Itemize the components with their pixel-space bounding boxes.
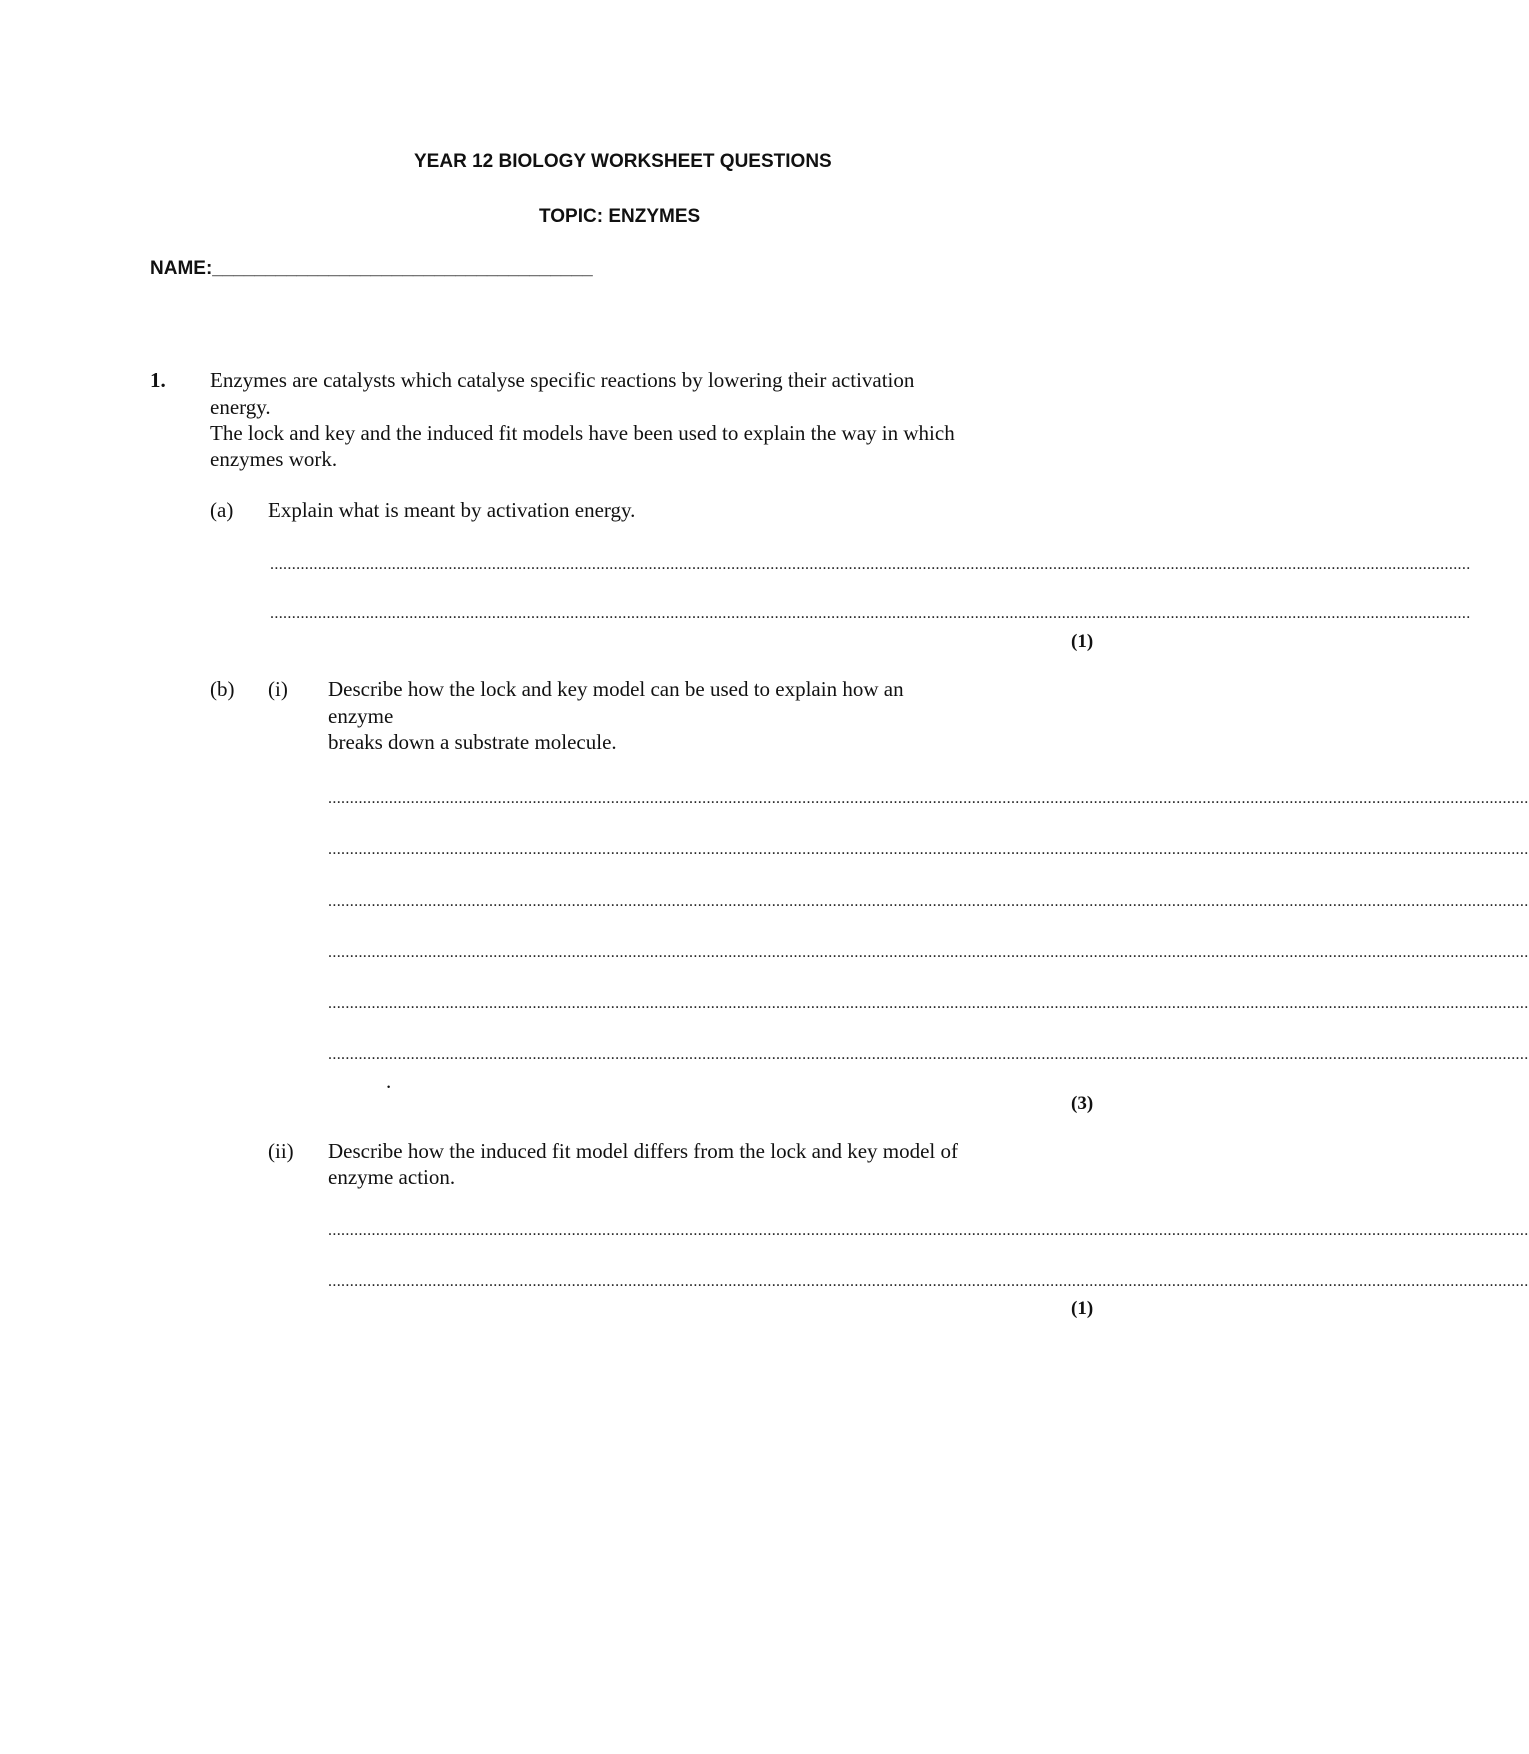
part-b-i-label: (i) <box>268 677 288 701</box>
question-number: 1. <box>150 368 166 392</box>
part-b-ii-prompt-line-1: Describe how the induced fit model differs from the lock and key model of <box>328 1139 959 1163</box>
worksheet-title: YEAR 12 BIOLOGY WORKSHEET QUESTIONS <box>414 151 832 172</box>
question-intro-line-1: Enzymes are catalysts which catalyse specific reactions by lowering their activation <box>210 368 915 392</box>
answer-line-b-i-3[interactable]: .................................................................................................................................................................................................................................................................................... <box>328 893 1529 910</box>
name-field-label[interactable]: NAME:____________________________________ <box>150 258 593 279</box>
part-b-ii-label: (ii) <box>268 1139 294 1163</box>
part-b-ii-prompt-line-2: enzyme action. <box>328 1165 456 1189</box>
answer-line-b-i-5[interactable]: .................................................................................................................................................................................................................................................................................... <box>328 995 1529 1012</box>
part-b-i-marks: (3) <box>1071 1093 1094 1114</box>
answer-line-a-2[interactable]: .................................................................................................................................................................................................................................................................................... <box>270 605 1471 622</box>
part-b-ii-marks: (1) <box>1071 1298 1094 1319</box>
part-a-prompt: Explain what is meant by activation energy. <box>268 498 636 522</box>
question-intro-line-3: The lock and key and the induced fit models have been used to explain the way in which <box>210 421 955 445</box>
part-b-i-prompt-line-2: enzyme <box>328 704 394 728</box>
part-b-i-prompt-line-1: Describe how the lock and key model can be used to explain how an <box>328 677 904 701</box>
part-b-label: (b) <box>210 677 235 701</box>
question-intro-line-4: enzymes work. <box>210 447 338 471</box>
part-a-marks: (1) <box>1071 631 1094 652</box>
topic-heading: TOPIC: ENZYMES <box>539 206 701 227</box>
answer-line-b-i-1[interactable]: .................................................................................................................................................................................................................................................................................... <box>328 790 1529 807</box>
answer-line-b-ii-2[interactable]: .................................................................................................................................................................................................................................................................................... <box>328 1273 1529 1290</box>
part-a-label: (a) <box>210 498 234 522</box>
answer-line-b-i-4[interactable]: .................................................................................................................................................................................................................................................................................... <box>328 944 1529 961</box>
question-intro-line-2: energy. <box>210 395 271 419</box>
answer-line-a-1[interactable]: .................................................................................................................................................................................................................................................................................... <box>270 556 1471 573</box>
stray-dot: . <box>386 1069 392 1093</box>
part-b-i-prompt-line-3: breaks down a substrate molecule. <box>328 730 617 754</box>
answer-line-b-ii-1[interactable]: .................................................................................................................................................................................................................................................................................... <box>328 1222 1529 1239</box>
answer-line-b-i-6[interactable]: .................................................................................................................................................................................................................................................................................... <box>328 1046 1529 1063</box>
answer-line-b-i-2[interactable]: .................................................................................................................................................................................................................................................................................... <box>328 841 1529 858</box>
